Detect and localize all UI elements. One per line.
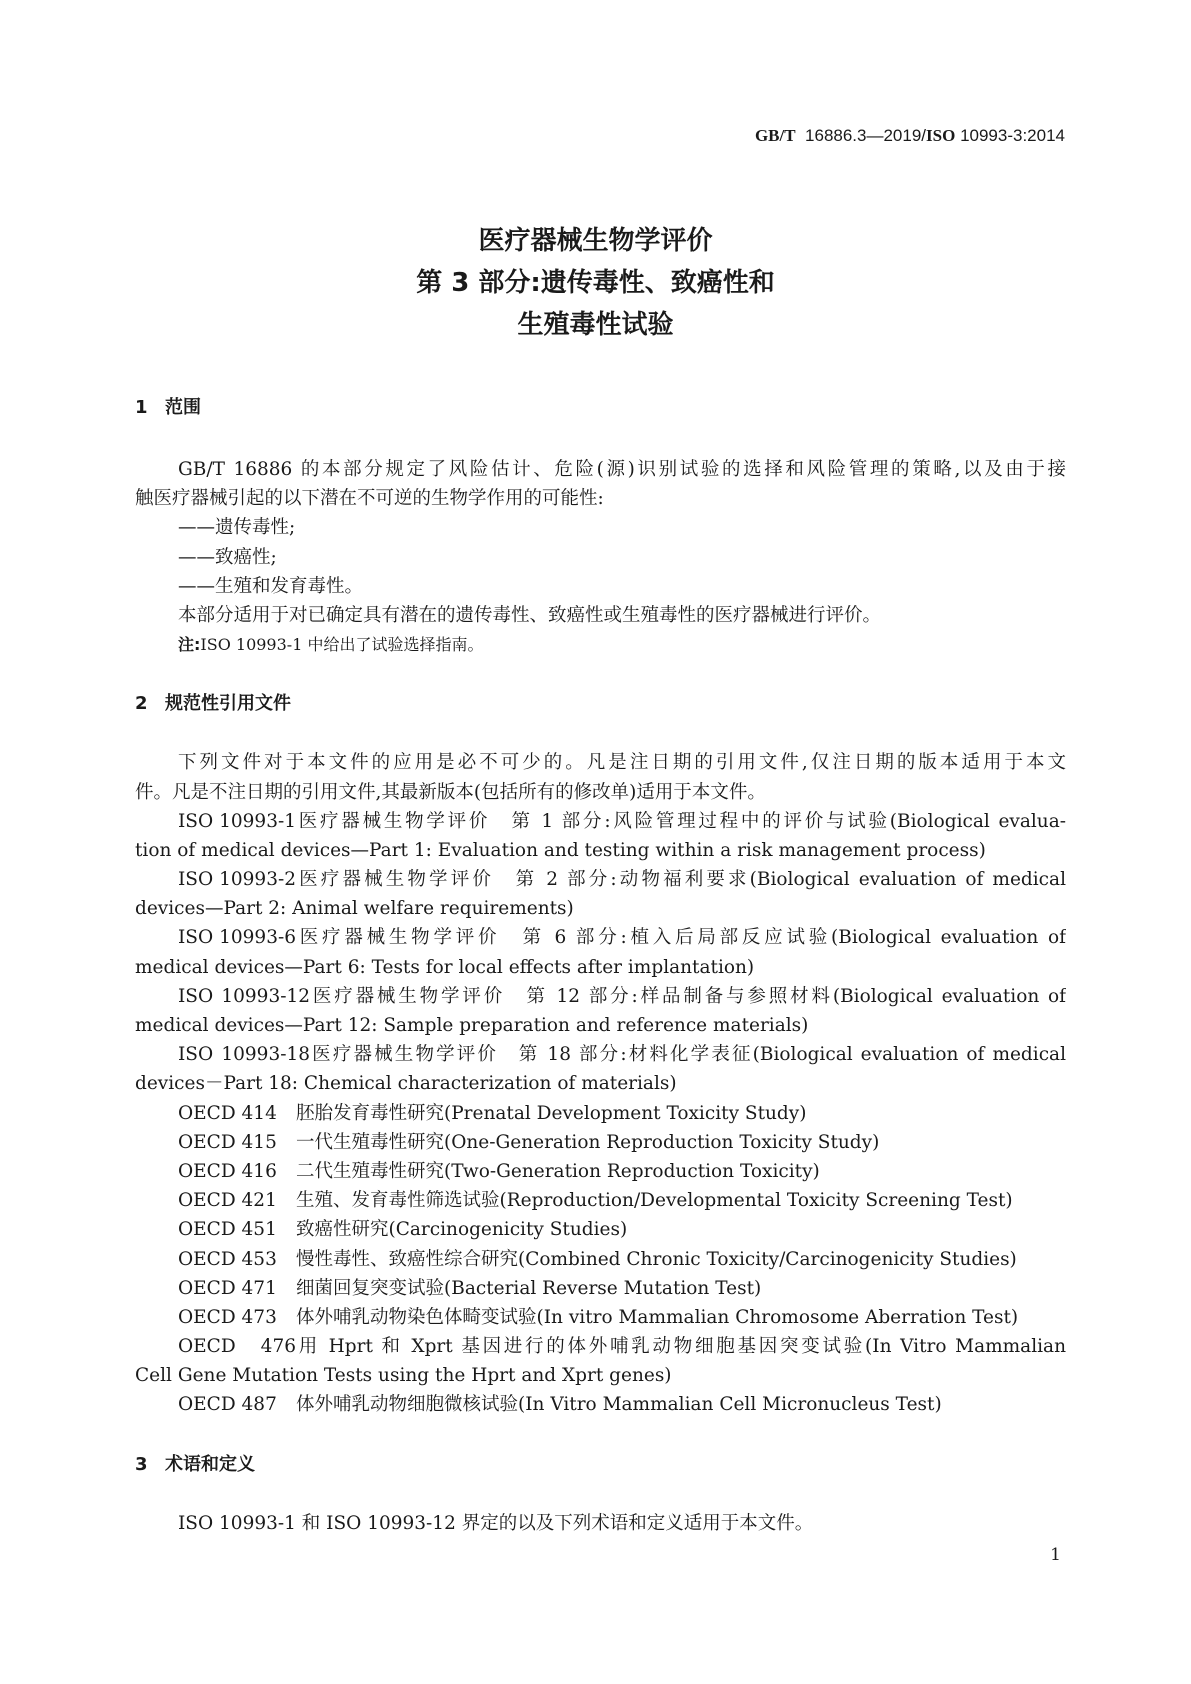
reference-code: OECD 473 [178, 1306, 277, 1328]
reference-code: OECD 415 [178, 1131, 277, 1153]
reference-entry [135, 982, 1066, 1011]
page-number: 1 [1050, 1545, 1061, 1565]
note [135, 630, 1066, 659]
reference-entry [135, 1215, 1066, 1244]
reference-title: 医疗器械生物学评价 第 1 部分:风险管理过程中的评价与试验(Biological evalua- [296, 810, 1066, 832]
reference-entry [135, 1303, 1066, 1332]
reference-title: 胚胎发育毒性研究(Prenatal Development Toxicity Study) [296, 1102, 807, 1124]
paragraph-line: ISO 10993-1 和 ISO 10993-12 界定的以及下列术语和定义适用于本文件。 [178, 1512, 814, 1534]
reference-title: 医疗器械生物学评价 第 6 部分:植入后局部反应试验(Biological evaluation of [296, 927, 1066, 949]
reference-code: ISO 10993-2 [178, 869, 296, 891]
reference-title: 慢性毒性、致癌性综合研究(Combined Chronic Toxicity/Carcinogenicity Studies) [296, 1248, 1017, 1270]
section-number: 1 [135, 397, 148, 418]
reference-title: 体外哺乳动物染色体畸变试验(In vitro Mammalian Chromosome Aberration Test) [296, 1306, 1019, 1328]
paragraph-line: 本部分适用于对已确定具有潜在的遗传毒性、致癌性或生殖毒性的医疗器械进行评价。 [178, 604, 882, 626]
std-prefix: GB/T [754, 126, 796, 145]
iso-prefix: ISO [926, 126, 956, 145]
list-item: ——致癌性; [178, 546, 277, 568]
reference-entry [135, 1128, 1066, 1157]
reference-entry-continuation: devices－Part 18: Chemical characterization of materials) [135, 1073, 677, 1095]
reference-title: 医疗器械生物学评价 第 12 部分:样品制备与参照材料(Biological evaluation of [310, 985, 1066, 1007]
title-line: 生殖毒性试验 [517, 310, 674, 340]
section-title: 规范性引用文件 [165, 693, 291, 715]
title-line: 第 3 部分:遗传毒性、致癌性和 [416, 268, 775, 298]
reference-entry-continuation: medical devices—Part 6: Tests for local effects after implantation) [135, 956, 755, 978]
reference-code: OECD 414 [178, 1102, 277, 1124]
section-heading-normative-references [135, 689, 1066, 718]
section-title: 术语和定义 [165, 1453, 255, 1475]
reference-title: 体外哺乳动物细胞微核试验(In Vitro Mammalian Cell Micronucleus Test) [296, 1394, 942, 1416]
reference-title: 医疗器械生物学评价 第 2 部分:动物福利要求(Biological evaluation of medical [296, 869, 1066, 891]
paragraph-line: 件。凡是不注日期的引用文件,其最新版本(包括所有的修改单)适用于本文件。 [135, 781, 766, 803]
reference-list [135, 807, 1066, 1420]
reference-entry [135, 807, 1066, 836]
reference-title: 致癌性研究(Carcinogenicity Studies) [296, 1219, 628, 1241]
reference-entry [135, 1332, 1066, 1361]
reference-code: ISO 10993-12 [178, 985, 310, 1007]
reference-entry [135, 1040, 1066, 1069]
reference-title: 用 Hprt 和 Xprt 基因进行的体外哺乳动物细胞基因突变试验(In Vitro Mammalian [296, 1336, 1066, 1358]
section-number: 2 [135, 693, 148, 715]
note-label: 注: [178, 635, 201, 655]
reference-entry [135, 865, 1066, 894]
reference-code: ISO 10993-1 [178, 810, 296, 832]
reference-entry-continuation: devices—Part 2: Animal welfare requirements) [135, 898, 574, 920]
section-number: 3 [135, 1453, 148, 1475]
reference-title: 二代生殖毒性研究(Two-Generation Reproduction Toxicity) [296, 1160, 820, 1182]
reference-title: 一代生殖毒性研究(One-Generation Reproduction Toxicity Study) [296, 1131, 880, 1153]
reference-code: OECD 451 [178, 1219, 277, 1241]
document-body [135, 393, 1066, 1538]
reference-code: OECD 421 [178, 1190, 277, 1212]
reference-code: OECD 453 [178, 1248, 277, 1270]
reference-entry-continuation: medical devices—Part 12: Sample preparation and reference materials) [135, 1015, 809, 1036]
paragraph-line: GB/T 16886 的本部分规定了风险估计、危险(源)识别试验的选择和风险管理的策略,以及由于接 [178, 459, 1066, 480]
section-title: 范围 [165, 397, 201, 418]
note-text: ISO 10993-1 中给出了试验选择指南。 [200, 635, 484, 655]
title-line: 医疗器械生物学评价 [478, 226, 713, 256]
reference-entry [135, 1099, 1066, 1128]
list-item: ——遗传毒性; [178, 517, 296, 539]
paragraph-line: 触医疗器械引起的以下潜在不可逆的生物学作用的可能性: [135, 488, 604, 510]
std-code: 16886.3—2019/ [805, 126, 927, 145]
reference-entry [135, 923, 1066, 952]
section-heading-terms [135, 1450, 1066, 1479]
document-title [0, 220, 1191, 346]
reference-code: OECD 416 [178, 1160, 277, 1182]
reference-entry-continuation: tion of medical devices—Part 1: Evaluation and testing within a risk management process) [135, 839, 986, 861]
reference-code: ISO 10993-6 [178, 927, 296, 949]
reference-code: OECD 476 [178, 1336, 296, 1358]
reference-title: 细菌回复突变试验(Bacterial Reverse Mutation Test) [296, 1277, 762, 1299]
section-heading-scope [135, 393, 1066, 422]
list-item: ——生殖和发育毒性。 [178, 575, 364, 597]
paragraph-line: 下列文件对于本文件的应用是必不可少的。凡是注日期的引用文件,仅注日期的版本适用于本文 [178, 752, 1066, 774]
reference-code: OECD 471 [178, 1277, 277, 1299]
reference-entry [135, 1157, 1066, 1186]
reference-entry [135, 1245, 1066, 1274]
reference-code: ISO 10993-18 [178, 1044, 310, 1066]
standard-number-header [755, 126, 1065, 146]
reference-code: OECD 487 [178, 1394, 277, 1416]
reference-entry [135, 1274, 1066, 1303]
reference-title: 医疗器械生物学评价 第 18 部分:材料化学表征(Biological evaluation of medical [310, 1044, 1066, 1066]
reference-title: 生殖、发育毒性筛选试验(Reproduction/Developmental Toxicity Screening Test) [296, 1190, 1013, 1212]
reference-entry [135, 1390, 1066, 1419]
reference-entry [135, 1186, 1066, 1215]
iso-code: 10993-3:2014 [960, 126, 1065, 145]
reference-entry-continuation: Cell Gene Mutation Tests using the Hprt and Xprt genes) [135, 1365, 672, 1387]
